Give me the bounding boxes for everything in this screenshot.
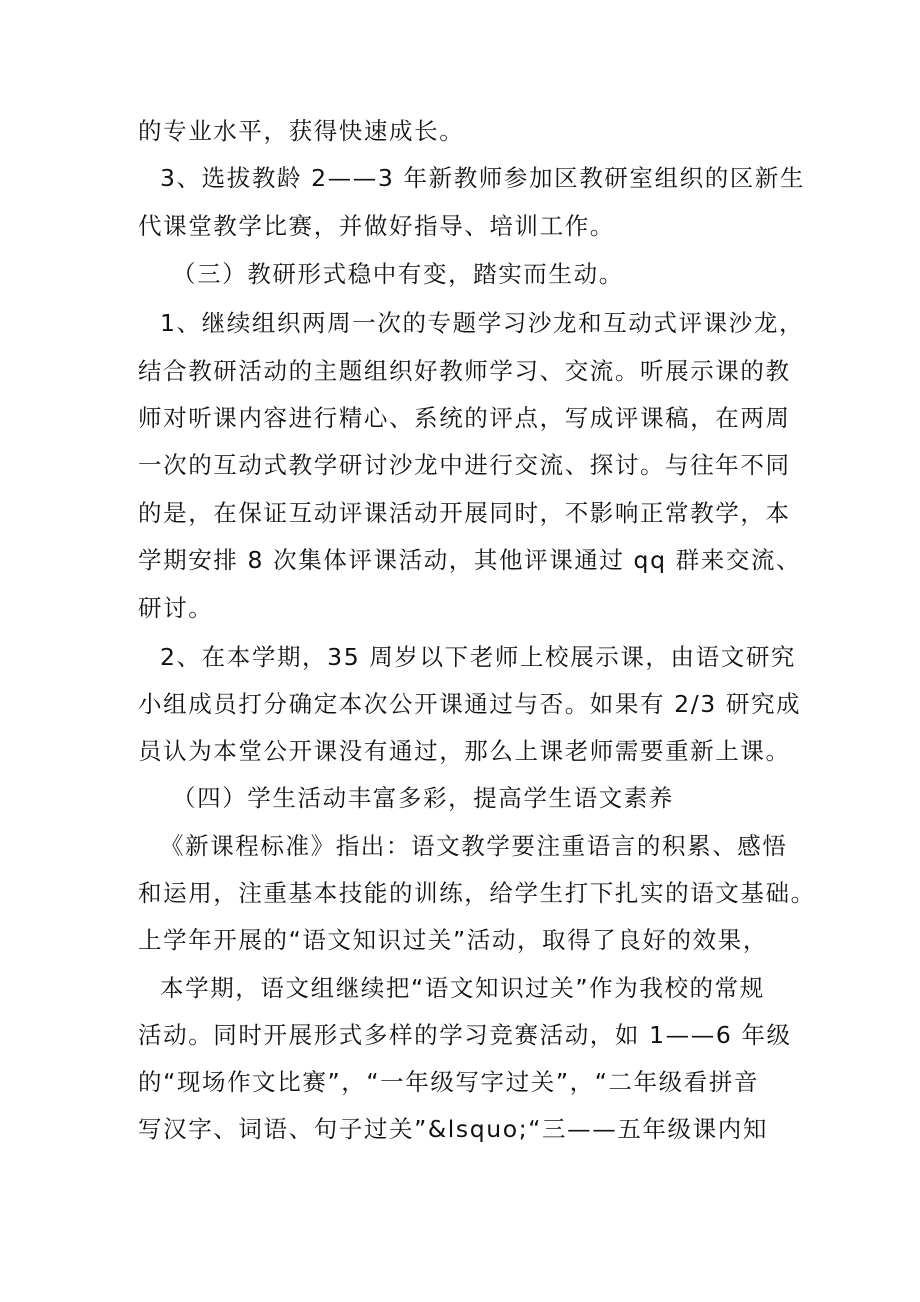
text-line: 上学年开展的“语文知识过关”活动，取得了良好的效果， xyxy=(138,926,768,954)
section-heading: （三）教研形式稳中有变，踏实而生动。 xyxy=(172,260,624,288)
text-line: 员认为本堂公开课没有通过，那么上课老师需要重新上课。 xyxy=(138,737,791,765)
text-line: 一次的互动式教学研讨沙龙中进行交流、探讨。与往年不同 xyxy=(138,451,791,479)
text-line: 2、在本学期，35 周岁以下老师上校展示课，由语文研究 xyxy=(160,643,797,671)
text-line: 1、继续组织两周一次的专题学习沙龙和互动式评课沙龙， xyxy=(160,309,805,337)
text-line: 研讨。 xyxy=(138,594,214,622)
text-line: 《新课程标准》指出：语文教学要注重语言的积累、感悟 xyxy=(160,832,788,860)
text-line: 小组成员打分确定本次公开课通过与否。如果有 2/3 研究成 xyxy=(138,690,802,718)
text-line: 师对听课内容进行精心、系统的评点，写成评课稿，在两周 xyxy=(138,404,791,432)
section-heading: （四）学生活动丰富多彩，提高学生语文素养 xyxy=(172,784,674,812)
text-line: 和运用，注重基本技能的训练，给学生打下扎实的语文基础。 xyxy=(138,879,816,907)
text-line: 代课堂教学比赛，并做好指导、培训工作。 xyxy=(138,212,615,240)
text-line: 的专业水平，获得快速成长。 xyxy=(138,117,465,145)
text-line: 活动。同时开展形式多样的学习竞赛活动，如 1——6 年级 xyxy=(138,1021,792,1049)
text-line: 的“现场作文比赛”，“一年级写字过关”，“二年级看拼音 xyxy=(138,1068,760,1096)
text-line: 3、选拔教龄 2——3 年新教师参加区教研室组织的区新生 xyxy=(160,164,806,192)
text-line: 结合教研活动的主题组织好教师学习、交流。听展示课的教 xyxy=(138,357,791,385)
text-line: 学期安排 8 次集体评课活动，其他评课通过 qq 群来交流、 xyxy=(138,546,802,574)
text-line: 本学期，语文组继续把“语文知识过关”作为我校的常规 xyxy=(160,974,765,1002)
text-line: 的是，在保证互动评课活动开展同时，不影响正常教学，本 xyxy=(138,499,791,527)
text-line: 写汉字、词语、句子过关”&lsquo;“三——五年级课内知 xyxy=(138,1115,768,1143)
